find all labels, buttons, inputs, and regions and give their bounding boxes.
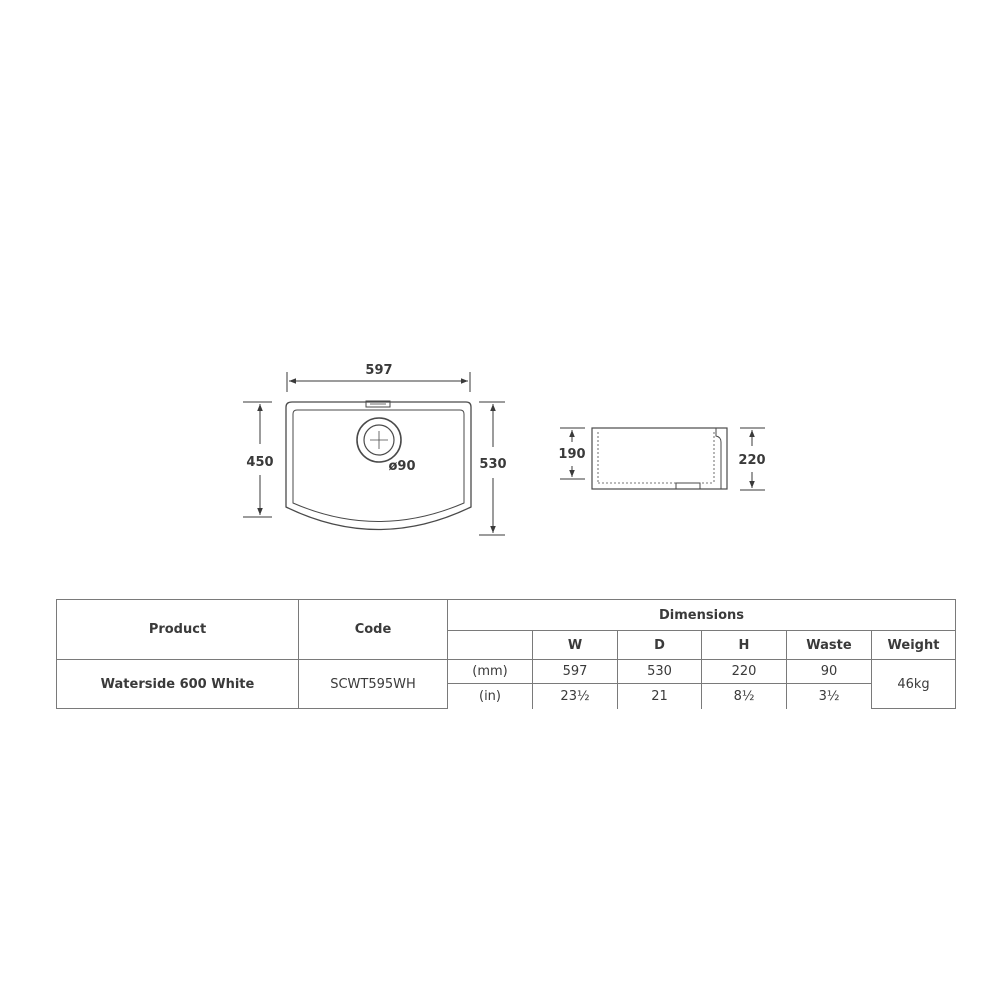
header-weight: Weight	[872, 631, 956, 660]
cell-product-name: Waterside 600 White	[57, 660, 299, 709]
outer-height-label: 220	[738, 453, 766, 468]
waste-diameter-label: ø90	[388, 459, 416, 474]
header-unit-blank	[448, 631, 533, 660]
header-d: D	[618, 631, 702, 660]
header-product: Product	[57, 600, 299, 660]
side-outer-outline	[592, 428, 727, 489]
cell-mm-d: 530	[618, 660, 702, 684]
cell-mm-waste: 90	[787, 660, 872, 684]
header-code: Code	[299, 600, 448, 660]
header-w: W	[533, 631, 618, 660]
table-row	[57, 660, 956, 684]
side-view	[592, 428, 727, 489]
header-dimensions: Dimensions	[448, 600, 956, 631]
cell-in-w: 23½	[533, 684, 618, 709]
top-view	[286, 401, 471, 530]
side-front-lip	[716, 428, 721, 489]
side-waste-outlet	[676, 483, 700, 489]
cell-weight: 46kg	[872, 660, 956, 709]
header-h: H	[702, 631, 787, 660]
sink-inner-bowl	[293, 410, 464, 522]
inner-depth-label: 450	[246, 455, 274, 470]
specification-table	[56, 599, 956, 709]
cell-product-code: SCWT595WH	[299, 660, 448, 709]
cell-unit-in: (in)	[448, 684, 533, 709]
cell-mm-h: 220	[702, 660, 787, 684]
cell-mm-w: 597	[533, 660, 618, 684]
header-waste: Waste	[787, 631, 872, 660]
cell-in-d: 21	[618, 684, 702, 709]
cell-unit-mm: (mm)	[448, 660, 533, 684]
width-label: 597	[365, 363, 393, 378]
outer-depth-label: 530	[479, 457, 507, 472]
cell-in-waste: 3½	[787, 684, 872, 709]
inner-height-label: 190	[558, 447, 586, 462]
cell-in-h: 8½	[702, 684, 787, 709]
